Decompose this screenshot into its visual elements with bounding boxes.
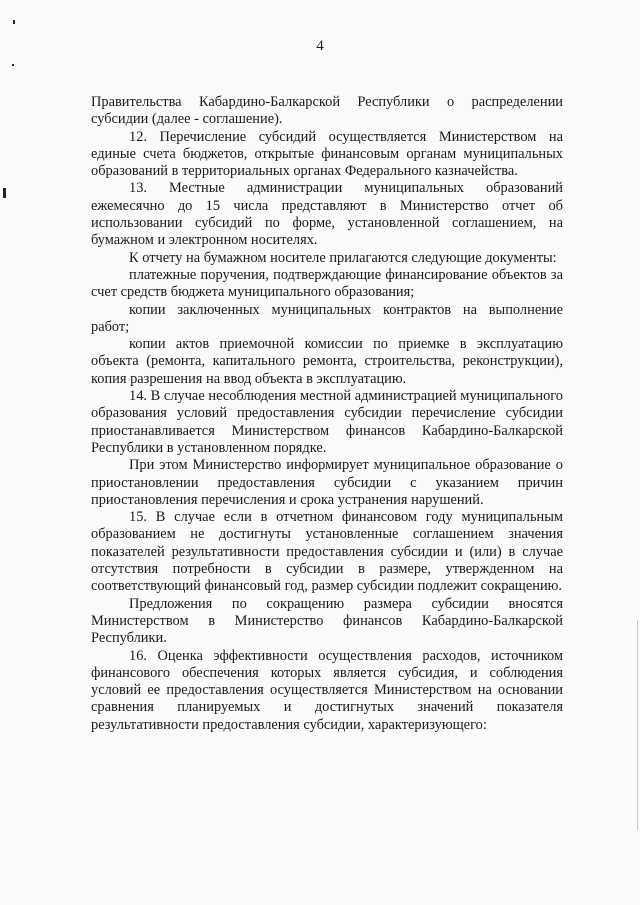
- document-body: [91, 94, 563, 734]
- paragraph: При этом Министерство информирует муниципальное образование о приостановлении предоставления субсидии с указанием причин приостановления перечисления и срока устранения нарушений.: [91, 457, 563, 508]
- binding-hole-mark: [3, 188, 6, 198]
- paragraph: 13. Местные администрации муниципальных образований ежемесячно до 15 числа представляют в Министерство отчет об использовании субсидий по форме, установленной соглашением, на бумажном и электронном носителях.: [91, 180, 563, 249]
- paragraph: 16. Оценка эффективности осуществления расходов, источником финансового обеспечения которых является субсидия, и соблюдения условий ее предоставления осуществляется Министерством на основании сравнения планируемых и достигнутых значений показателя результативности предоставления субсидии, характеризующего:: [91, 647, 563, 733]
- paragraph: копии заключенных муниципальных контрактов на выполнение работ;: [91, 301, 563, 335]
- page-number: 4: [316, 38, 324, 54]
- paragraph: копии актов приемочной комиссии по приемке в эксплуатацию объекта (ремонта, капитального ремонта, строительства, реконструкции), копия разрешения на ввод объекта в эксплуатацию.: [91, 336, 563, 387]
- paragraph: 12. Перечисление субсидий осуществляется Министерством на единые счета бюджетов, открытые финансовым органам муниципальных образований в территориальных органах Федерального казначейства.: [91, 128, 563, 180]
- paragraph: платежные поручения, подтверждающие финансирование объектов за счет средств бюджета муниципального образования;: [91, 266, 563, 301]
- scan-speck: [12, 64, 14, 66]
- scan-speck: [13, 20, 15, 24]
- scan-edge-line: [637, 620, 638, 830]
- paragraph: Предложения по сокращению размера субсидии вносятся Министерством в Министерство финансов Кабардино-Балкарской Республики.: [91, 595, 563, 647]
- paragraph: 15. В случае если в отчетном финансовом году муниципальным образованием не достигнуты установленные соглашением значения показателей результативности предоставления субсидии и (или) в случае отсутствия потребности в субсидии в размере, утвержденном на соответствующий финансовый год, размер субсидии подлежит сокращению.: [91, 509, 563, 595]
- paragraph: Правительства Кабардино-Балкарской Республики о распределении субсидии (далее - соглашение).: [91, 94, 563, 128]
- paragraph: К отчету на бумажном носителе прилагаются следующие документы:: [129, 249, 557, 266]
- paragraph: 14. В случае несоблюдения местной администрацией муниципального образования условий предоставления субсидии перечисление субсидии приостанавливается Министерством финансов Кабардино-Балкарской Республики в установленном порядке.: [91, 388, 563, 456]
